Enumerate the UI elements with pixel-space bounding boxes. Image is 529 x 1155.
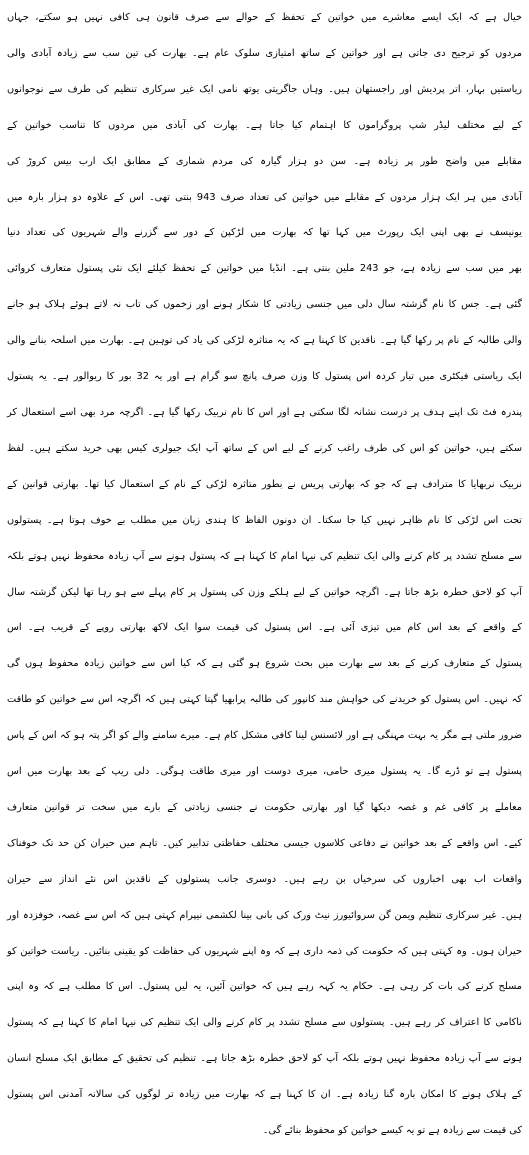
text-line: والی طالبہ کے نام پر رکھا گیا ہے۔ ناقدین کا کہنا ہے کہ یہ متاثرہ لڑکی کی یاد کی توہین ہے۔ بھارت میں اسلحہ بنانے والی — [7, 335, 522, 347]
text-line: ناکامی کا اعتراف کر رہے ہیں۔ پستولوں سے مسلح تشدد پر کام کرنے والی ایک تنظیم کی نیہا امام کا کہنا ہے کہ پستول — [7, 1017, 522, 1029]
text-line: ضرور ملتی ہے مگر یہ بہت مہنگی ہے اور لائسنس لینا کافی مشکل کام ہے۔ میرے سامنے والے کو اگر پتہ ہو کہ اس کے پاس — [7, 730, 522, 742]
text-line: کے واقعے کے بعد اس کام میں تیزی آئی ہے۔ اس پستول کی قیمت سوا ایک لاکھ بھارتی روپے کے قریب ہے۔ اس — [7, 622, 522, 634]
text-line: واقعات اب بھی اخباروں کی سرخیاں بن رہے ہیں۔ دوسری جانب پستولوں کے ناقدین اس نئے انداز سے حیران — [7, 873, 522, 885]
text-line: ریاستیں بہار، اتر پردیش اور راجستھان ہیں۔ وہاں جاگریتی یوتھ نامی ایک غیر سرکاری تنظیم کی طرف سے نوجوانوں — [7, 83, 522, 95]
text-line-last: کی قیمت سے زیادہ ہے تو یہ کیسے خواتین کو محفوظ بنائے گی۔ — [262, 1125, 522, 1137]
text-line: نربیک نربھایا کا مترادف ہے کہ جو کہ بھارتی پریس نے بطور متاثرہ لڑکی کے نام کے استعمال کیا تھا۔ بھارتی قوانین کے — [7, 478, 522, 490]
text-line: کہ نہیں۔ اس پستول کو خریدنے کی خواہش مند کانپور کی طالبہ پرابھیا گپتا کہتی ہیں کہ اگرچہ اس سے خواتین کو طاقت — [7, 694, 522, 706]
text-line: یونیسف نے بھی اپنی ایک رپورٹ میں کہا تھا کہ بھارت میں لڑکپن کے دور سے گزرنے والے شہریوں کی تعداد دنیا — [7, 227, 522, 239]
text-line: کیے۔ اس واقعے کے بعد خواتین نے دفاعی کلاسوں جیسی مختلف حفاظتی تدابیر کیں۔ تاہم میں حیران کن حد تک خوفناک — [7, 837, 522, 849]
text-line: خیال ہے کہ ایک ایسے معاشرے میں خواتین کے تحفظ کے حوالے سے صرف قانون ہی کافی نہیں ہو سکتے، جہاں — [7, 12, 522, 23]
text-line: ایک ریاستی فیکٹری میں تیار کردہ اس پستول کا وزن صرف پانچ سو گرام ہے اور یہ 32 بور کا ریوالور ہے۔ یہ پستول — [7, 371, 523, 383]
text-line: بھر میں سب سے زیادہ ہے، جو 243 ملین بنتی ہے۔ انڈیا میں خواتین کے تحفظ کیلئے ایک نئی پستول متعارف کروائی — [7, 263, 522, 275]
text-line: سکتے ہیں، خواتین کو اس کی طرف راغب کرنے کے لیے اس کے ساتھ آپ ایک جیولری کیس بھی خرید سکتے ہیں۔ لفظ — [7, 442, 522, 454]
text-line: سے مسلح تشدد پر کام کرنے والی ایک تنظیم کی نیہا امام کا کہنا ہے کہ پستول ہونے سے آپ زیادہ محفوظ نہیں ہوتے بلکہ — [7, 550, 522, 562]
text-line: تحت اس لڑکی کا نام ظاہر نہیں کیا جا سکتا۔ ان دونوں الفاظ کا ہندی زبان میں مطلب بے خوف ہوتا ہے۔ پستولوں — [7, 514, 522, 526]
text-line: ہیں۔ غیر سرکاری تنظیم ویمن گن سروائیورز نیٹ ورک کی بانی بینا لکشمی نیپرام کہتی ہیں کہ اس سے غصہ، خوفزدہ اور — [7, 909, 522, 921]
text-line: مسلح کرنے کی بات کر رہی ہے۔ حکام یہ کہہ رہے ہیں کہ خواتین آئیں، یہ لیں پستول۔ اس کا مطلب ہے کہ وہ اپنی — [7, 981, 522, 993]
text-line: ہونے سے آپ زیادہ محفوظ نہیں ہوتے بلکہ آپ کو لاحق خطرہ بڑھ جاتا ہے۔ تنظیم کی تحقیق کے مطابق ایک مسلح انسان — [7, 1053, 522, 1065]
text-line: آبادی میں ہر ایک ہزار مردوں کے مقابلے میں خواتین کی تعداد صرف 943 بنتی تھی۔ اس کے علاوہ دو ہزار بارہ میں — [7, 191, 522, 203]
text-line: پستول ہے تو ڈرے گا۔ یہ پستول میری حامی، میری دوست اور میری طاقت ہوگی۔ دلی ریپ کے بعد بھارت میں اس — [7, 766, 522, 778]
text-line: کے ہلاک ہونے کا امکان بارہ گنا زیادہ ہے۔ ان کا کہنا ہے کہ بھارت میں زیادہ تر لوگوں کی سالانہ آمدنی اس پستول — [7, 1089, 522, 1101]
text-line: مردوں کو ترجیح دی جاتی ہے اور خواتین کے ساتھ امتیازی سلوک عام ہے۔ بھارت کی تین سب سے زیادہ آبادی والی — [7, 47, 522, 59]
text-line: آپ کو لاحق خطرہ بڑھ جاتا ہے۔ اگرچہ خواتین کے لیے ہلکے وزن کی پستول پر کام پہلے سے ہو رہا تھا لیکن گزشتہ سال — [7, 586, 522, 598]
text-line: مقابلے میں واضح طور پر زیادہ ہے۔ سن دو ہزار گیارہ کی مردم شماری کے مطابق ایک ارب بیس کروڑ کی — [7, 155, 522, 167]
text-line: معاملے پر کافی غم و غصہ دیکھا گیا اور بھارتی حکومت نے جنسی زیادتی کے بارے میں سخت تر قوانین متعارف — [7, 801, 522, 813]
text-line: گئی ہے۔ جس کا نام گزشتہ سال دلی میں جنسی زیادتی کا شکار ہونے اور زخموں کی تاب نہ لاتے ہوئے ہلاک ہو جانے — [7, 299, 522, 311]
text-line: حیران ہوں۔ وہ کہتی ہیں کہ حکومت کی ذمہ داری ہے کہ وہ اپنے شہریوں کی حفاظت کو یقینی بنائیں۔ ریاست خواتین کو — [7, 945, 522, 957]
text-line: پندرہ فٹ تک اپنے ہدف پر درست نشانہ لگا سکتی ہے اور اس کا نام نربیک رکھا گیا ہے۔ اگرچہ مرد بھی اسے استعمال کر — [7, 406, 522, 418]
text-line: کے لیے مختلف لیڈر شپ پروگراموں کا اہتمام کیا جاتا ہے۔ بھارت کی آبادی میں مردوں کا تناسب خواتین کے — [7, 119, 522, 131]
text-line: پستول کے متعارف کرنے کے بعد سے بھارت میں بحث شروع ہو گئی ہے کہ کیا اس سے خواتین زیادہ محفوظ ہوں گی — [7, 658, 522, 670]
